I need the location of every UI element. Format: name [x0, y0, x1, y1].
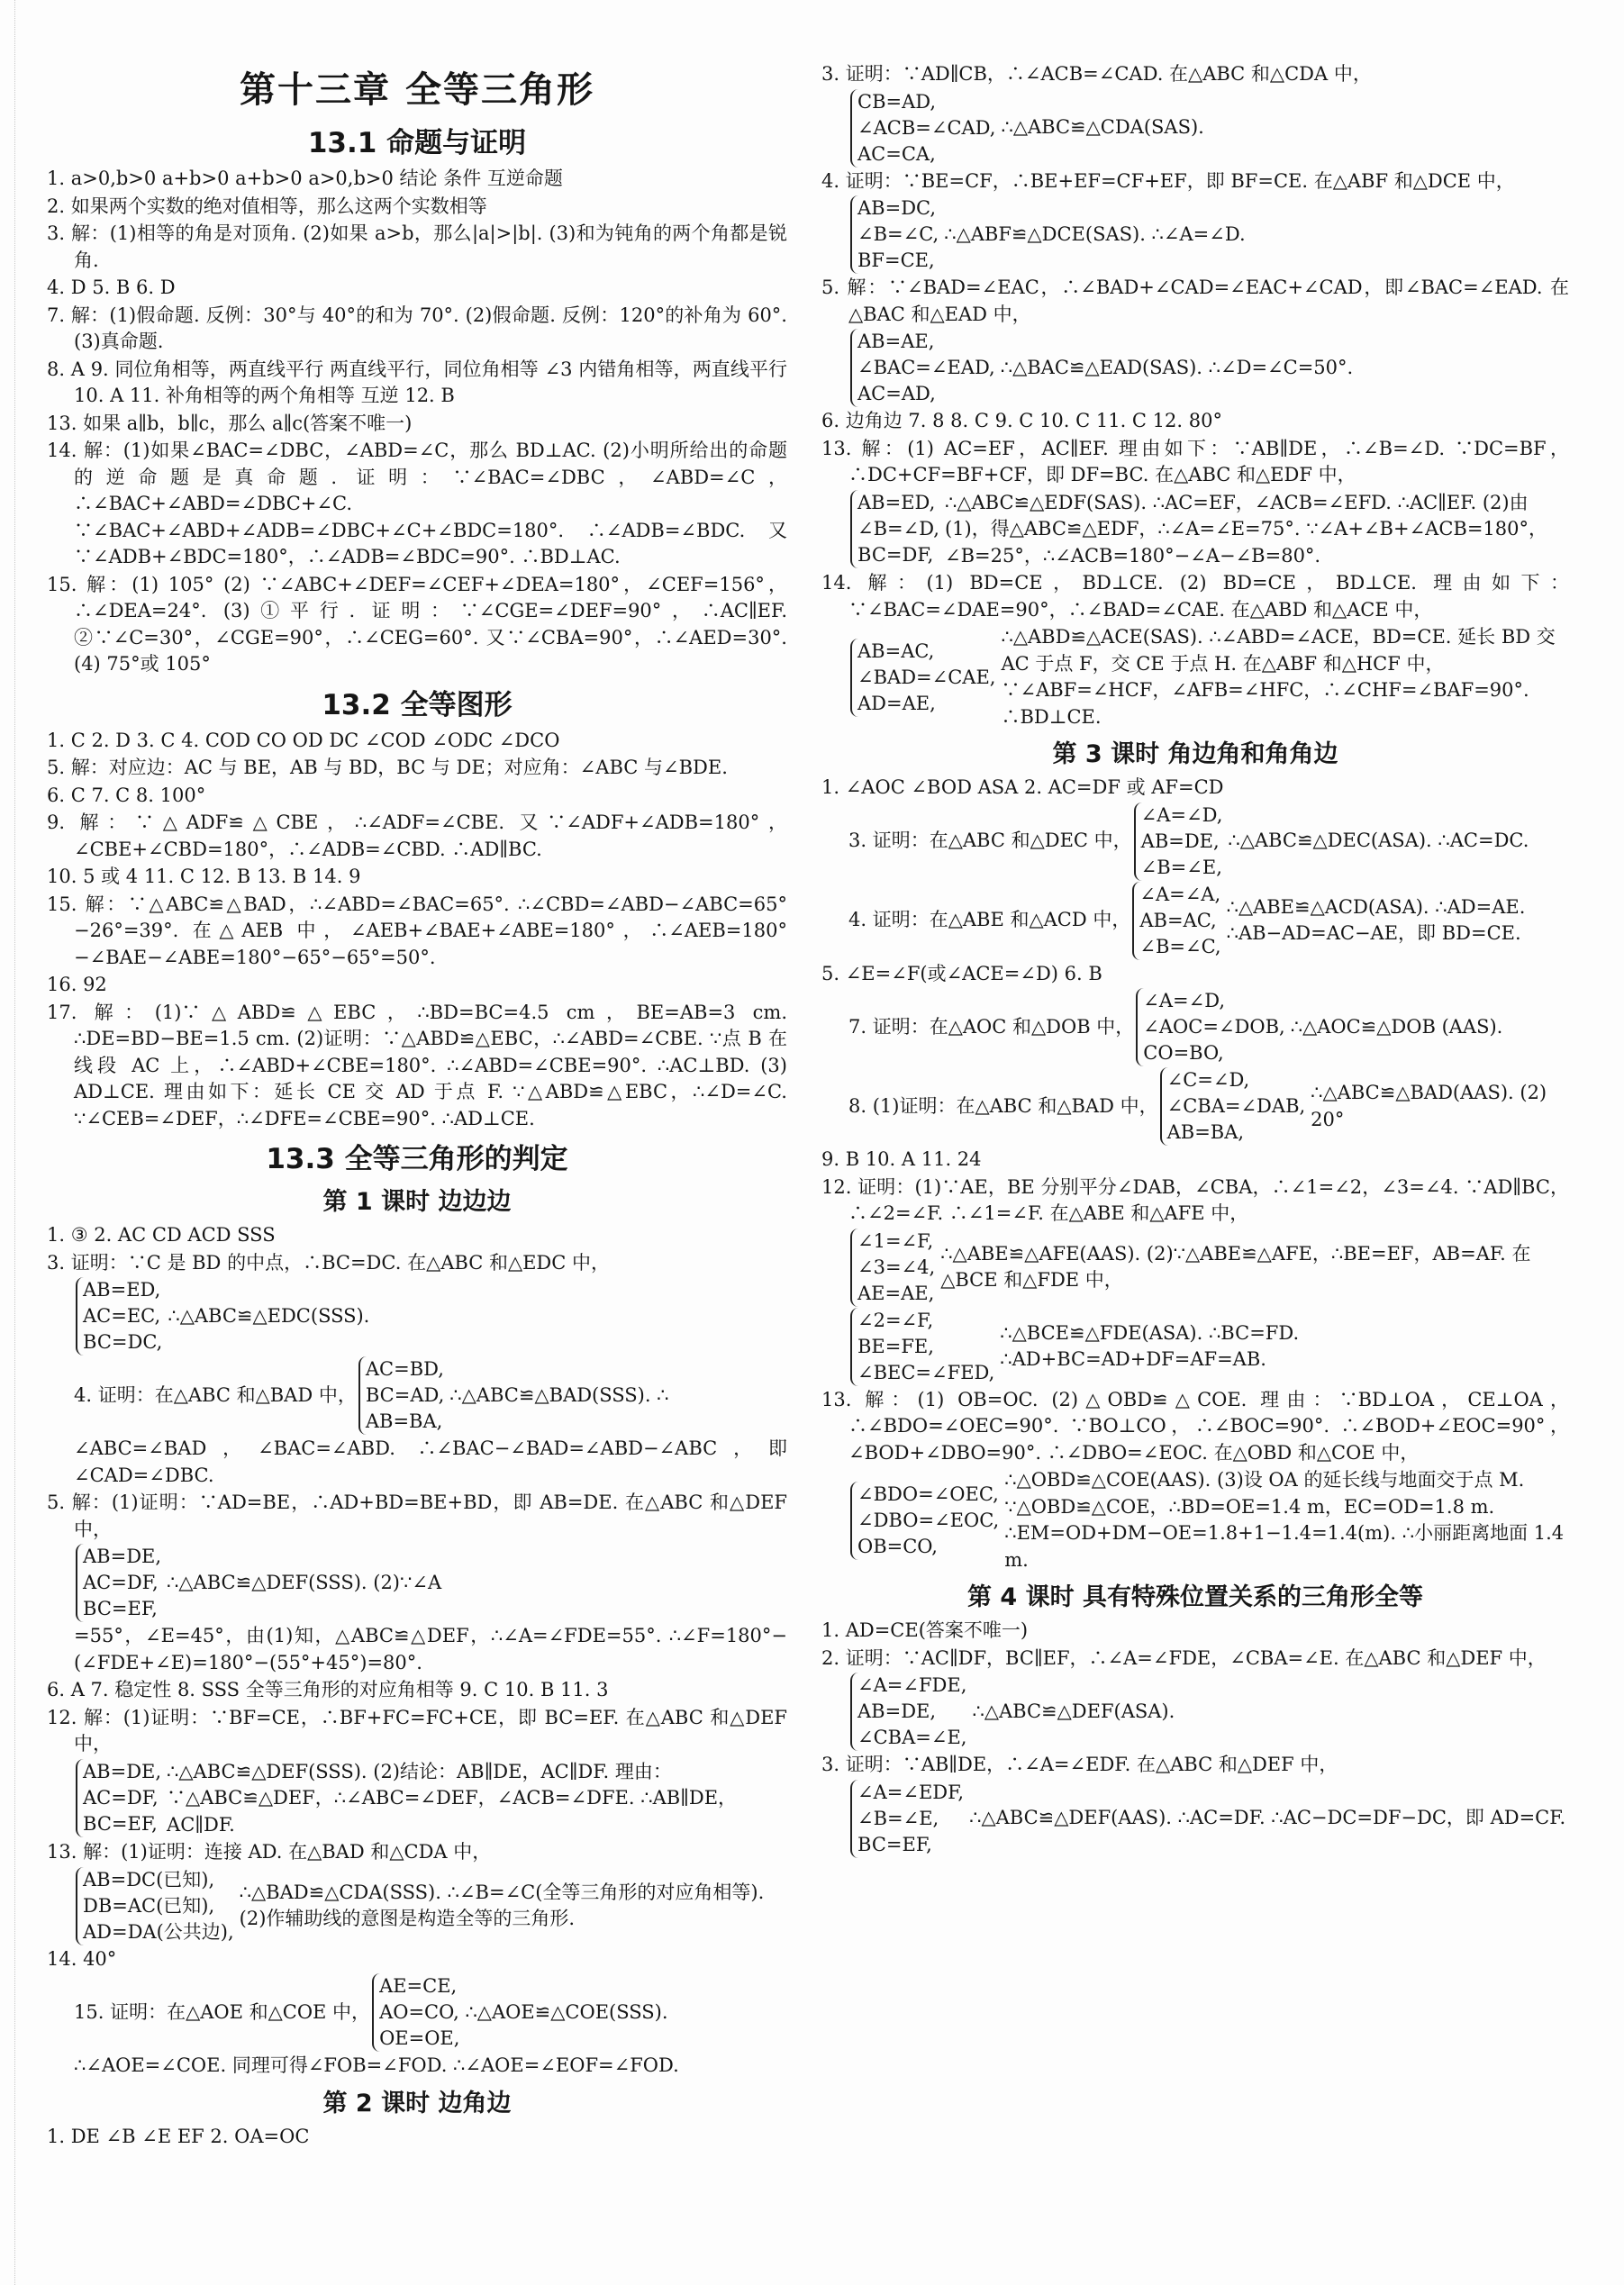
lesson-title-2: 第 2 课时 边角边	[322, 2089, 512, 2117]
brace-condition: ∠ACB=∠CAD,	[857, 116, 996, 139]
condition-brace	[850, 89, 995, 168]
answer-item: 12. 证明：(1)∵AE，BE 分别平分∠DAB，∠CBA，∴∠1=∠2，∠3=∠4. ∵AD∥BC，∴∠2=∠F. ∴∠1=∠F. 在△ABE 和△AFE 中，	[821, 1175, 1569, 1224]
answer-item: 15. 解：(1) 105° (2) ∵∠ABC+∠DEF=∠CEF+∠DEA=180°，∠CEF=156°，∴∠DEA=24°. (3)①平行. 证明：∵∠CGE=∠DEF=90°，∴AC∥EF. ②∵∠C=30°，∠CGE=90°，∴∠CEG=60°. 又∵∠CBA=90°，∴∠AED=30°. (4) 75°或 105°	[47, 573, 787, 675]
brace-system	[74, 1759, 787, 1839]
answer-item: 3. 证明：∵AB∥DE，∴∠A=∠EDF. 在△ABC 和△DEF 中，	[821, 1754, 1338, 1775]
brace-condition: AC=EC,	[83, 1305, 161, 1327]
condition-brace	[1132, 882, 1220, 960]
brace-conclusion: ∴△ABC≌△DEF(AAS). ∴AC=DF. ∴AC−DC=DF−DC，即 AD=CF.	[969, 1807, 1566, 1829]
brace-system	[74, 1973, 787, 2052]
brace-condition: OE=OE,	[379, 2027, 460, 2049]
answer-item: 14. 解：(1) BD=CE，BD⊥CE. (2) BD=CE，BD⊥CE. 理由如下：∵∠BAC=∠DAE=90°，∴∠BAD=∠CAE. 在△ABD 和△ACE 中，	[821, 572, 1569, 621]
brace-system	[848, 89, 1569, 168]
lesson-title-3: 第 3 课时 角边角和角角边	[1052, 740, 1338, 768]
brace-conclusion: ∴△ABF≌△DCE(SAS). ∴∠A=∠D.	[944, 222, 1246, 245]
answer-item: 15. 解：∵△ABC≌△BAD，∴∠ABD=∠BAC=65°. ∴∠CBD=∠ABD−∠ABC=65°−26°=39°. 在△AEB 中，∠AEB+∠BAE+∠ABE=180°，∴∠AEB=180°−∠BAE−∠ABE=180°−65°−65°=50°.	[47, 893, 787, 968]
brace-condition: ∠DBO=∠EOC,	[857, 1509, 1000, 1531]
answer-item: 9. B 10. A 11. 24	[821, 1148, 982, 1170]
brace-condition: ∠AOC=∠DOB,	[1143, 1016, 1285, 1038]
answer-item: 6. A 7. 稳定性 8. SSS 全等三角形的对应角相等 9. C 10. B 11. 3	[47, 1679, 609, 1700]
answer-item: 5. 解：对应边：AC 与 BE，AB 与 BD，BC 与 DE；对应角：∠ABC 与∠BDE.	[47, 757, 728, 778]
condition-brace	[850, 329, 995, 407]
brace-condition: ∠BDO=∠OEC,	[857, 1483, 999, 1505]
answer-item: 2. 证明：∵AC∥DF，BC∥EF，∴∠A=∠FDE，∠CBA=∠E. 在△ABC 和△DEF 中，	[821, 1646, 1547, 1669]
brace-condition: ∠3=∠4,	[857, 1256, 936, 1278]
answer-item: 2. 如果两个实数的绝对值相等，那么这两个实数相等	[47, 195, 487, 217]
condition-brace	[1136, 988, 1284, 1066]
brace-conclusion: ∴△BAD≌△CDA(SSS). ∴∠B=∠C(全等三角形的对应角相等). (2)作辅助线的意图是构造全等的三角形.	[239, 1881, 765, 1929]
brace-lead: 4. 证明：在△ABC 和△BAD 中，	[74, 1383, 357, 1406]
answer-item: 13. 解：(1) OB=OC. (2)△OBD≌△COE. 理由：∵BD⊥OA，CE⊥OA，∴∠BDO=∠OEC=90°. ∵BO⊥CO，∴∠BOC=90°. ∴∠BOD+∠EOC=90°，∠BOD+∠DBO=90°. ∴∠DBO=∠EOC. 在△OBD 和△COE 中，	[821, 1388, 1569, 1464]
brace-condition: AB=BA,	[365, 1410, 443, 1432]
brace-condition: ∠C=∠D,	[1166, 1069, 1250, 1091]
condition-brace	[850, 1308, 994, 1386]
brace-condition: AB=DE,	[857, 1700, 937, 1722]
brace-condition: AB=DC(已知),	[83, 1868, 215, 1891]
answer-item: 13. 如果 a∥b，b∥c，那么 a∥c(答案不唯一)	[47, 412, 413, 434]
brace-condition: ∠B=∠C,	[857, 223, 939, 245]
brace-system	[848, 1308, 1569, 1386]
brace-condition: AD=AE,	[857, 692, 936, 714]
brace-conclusion: ∴△ABD≌△ACE(SAS). ∴∠ABD=∠ACE，BD=CE. 延长 BD 交 AC 于点 F，交 CE 于点 H. 在△ABF 和△HCF 中，∵∠ABF=∠HCF，∠AFB=∠HFC，∴∠CHF=∠BAF=90°. ∴BD⊥CE.	[1001, 626, 1556, 728]
section-title-13-3: 13.3 全等三角形的判定	[266, 1143, 568, 1175]
brace-conclusion: ∴△ABE≌△AFE(AAS). (2)∵△ABE≌△AFE，∴BE=EF，AB=AF. 在△BCE 和△FDE 中，	[940, 1242, 1531, 1291]
brace-conclusion: ∴△ABE≌△ACD(ASA). ∴AD=AE. ∴AB−AD=AC−AE，即 BD=CE.	[1226, 895, 1526, 944]
brace-condition: CB=AD,	[857, 90, 937, 113]
brace-conclusion: ∴△ABC≌△BAD(AAS). (2) 20°	[1311, 1082, 1547, 1130]
brace-lead: 3. 证明：在△ABC 和△DEC 中，	[848, 830, 1132, 852]
brace-system	[848, 329, 1569, 407]
answer-continuation: ∴∠AOE=∠COE. 同理可得∠FOB=∠FOD. ∴∠AOE=∠EOF=∠FOD.	[74, 2054, 679, 2076]
brace-conclusion: ∴△ABC≌△BAD(SSS). ∴	[449, 1383, 669, 1406]
brace-conclusion: ∴△ABC≌△EDF(SAS). ∴AC=EF，∠ACB=∠EFD. ∴AC∥EF. (2)由(1)，得△ABC≌△EDF，∴∠A=∠E=75°. ∵∠A+∠B+∠ACB=180°，∠B=25°，∴∠ACB=180°−∠A−∠B=80°.	[944, 491, 1548, 567]
brace-condition: ∠B=∠E,	[857, 1807, 939, 1829]
section-title-13-2: 13.2 全等图形	[322, 688, 513, 721]
brace-condition: AE=CE,	[379, 1975, 458, 1997]
brace-conclusion: ∴△ABC≌△DEC(ASA). ∴AC=DC.	[1228, 830, 1529, 852]
brace-system	[848, 1467, 1569, 1573]
answer-item: 8. A 9. 同位角相等，两直线平行 两直线平行，同位角相等 ∠3 内错角相等，两直线平行 10. A 11. 补角相等的两个角相等 互逆 12. B	[47, 358, 787, 406]
answer-item: 6. 边角边 7. 8 8. C 9. C 10. C 11. C 12. 80°	[821, 410, 1222, 431]
brace-system	[848, 882, 1569, 960]
brace-condition: AB=ED,	[857, 492, 936, 514]
brace-condition: ∠A=∠D,	[1143, 990, 1226, 1011]
condition-brace	[76, 1544, 161, 1622]
answer-item: 9. 解：∵△ADF≌△CBE，∴∠ADF=∠CBE. 又∵∠ADF+∠ADB=180°，∠CBE+∠CBD=180°，∴∠ADB=∠CBD. ∴AD∥BC.	[47, 812, 787, 860]
brace-condition: OB=CO,	[857, 1535, 938, 1557]
brace-condition: AE=AE,	[857, 1282, 935, 1304]
brace-condition: CO=BO,	[1143, 1042, 1224, 1064]
answer-item: 3. 证明：∵AD∥CB，∴∠ACB=∠CAD. 在△ABC 和△CDA 中，	[821, 63, 1372, 85]
brace-condition: BC=EF,	[83, 1813, 158, 1836]
brace-condition: AC=DF,	[83, 1787, 159, 1809]
brace-condition: ∠A=∠EDF,	[857, 1781, 965, 1803]
answer-item: 5. ∠E=∠F(或∠ACE=∠D) 6. B	[821, 962, 1102, 984]
brace-system	[74, 1277, 787, 1356]
page-binding-edge	[0, 0, 15, 2285]
condition-brace	[76, 1759, 161, 1837]
answer-item: 12. 解：(1)证明：∵BF=CE，∴BF+FC=FC+CE，即 BC=EF. 在△ABC 和△DEF 中，	[47, 1706, 787, 1755]
answer-item: 1. DE ∠B ∠E EF 2. OA=OC	[47, 2125, 310, 2147]
brace-system	[848, 802, 1569, 881]
brace-condition: ∠BAC=∠EAD,	[857, 357, 995, 378]
answer-item: 4. D 5. B 6. D	[47, 277, 176, 298]
answer-continuation: ∠ABC=∠BAD，∠BAC=∠ABD. ∴∠BAC−∠BAD=∠ABD−∠ABC，即∠CAD=∠DBC.	[74, 1437, 787, 1486]
brace-condition: AC=CA,	[857, 142, 936, 165]
condition-brace	[850, 1229, 935, 1307]
brace-condition: ∠CBA=∠E,	[857, 1727, 967, 1748]
brace-condition: AB=BA,	[1166, 1121, 1245, 1143]
left-column	[47, 56, 787, 2151]
brace-lead: 4. 证明：在△ABE 和△ACD 中，	[848, 909, 1131, 931]
answer-item: 13. 解：(1)证明：连接 AD. 在△BAD 和△CDA 中，	[47, 1841, 492, 1863]
answer-item: 4. 证明：∵BE=CF，∴BE+EF=CF+EF，即 BF=CE. 在△ABF 和△DCE 中，	[821, 169, 1515, 192]
brace-system	[848, 490, 1569, 570]
brace-condition: AB=DC,	[857, 197, 937, 219]
brace-condition: ∠BEC=∠FED,	[857, 1361, 995, 1383]
answer-item: 1. ③ 2. AC CD ACD SSS	[47, 1224, 276, 1246]
condition-brace	[372, 1973, 459, 2052]
answer-item: 16. 92	[47, 974, 107, 995]
chapter-title: 第十三章 全等三角形	[240, 69, 594, 111]
brace-condition: AC=AD,	[857, 383, 936, 404]
brace-system	[848, 988, 1569, 1066]
brace-condition: ∠A=∠D,	[1140, 803, 1223, 826]
answer-item: 1. ∠AOC ∠BOD ASA 2. AC=DF 或 AF=CD	[821, 776, 1224, 798]
brace-conclusion: ∴△BCE≌△FDE(ASA). ∴BC=FD. ∴AD+BC=AD+DF=AF=AB.	[1000, 1321, 1300, 1370]
answer-item: 1. C 2. D 3. C 4. COD CO OD DC ∠COD ∠ODC ∠DCO	[47, 729, 560, 751]
brace-conclusion: ∴△BAC≌△EAD(SAS). ∴∠D=∠C=50°.	[1000, 356, 1354, 378]
brace-conclusion: ∴△ABC≌△EDC(SSS).	[168, 1304, 370, 1327]
condition-brace	[1134, 802, 1223, 881]
brace-system	[848, 1780, 1569, 1858]
condition-brace	[850, 1673, 966, 1751]
brace-conclusion: ∴△AOC≌△DOB (AAS).	[1290, 1015, 1503, 1038]
condition-brace	[358, 1356, 444, 1435]
answer-item: 5. 解：(1)证明：∵AD=BE，∴AD+BD=BE+BD，即 AB=DE. 在△ABC 和△DEF 中，	[47, 1492, 787, 1540]
brace-conclusion: ∴△ABC≌△DEF(ASA).	[972, 1700, 1175, 1722]
answer-item: 10. 5 或 4 11. C 12. B 13. B 14. 9	[47, 866, 361, 887]
brace-conclusion: ∴△ABC≌△DEF(SSS). (2)结论：AB∥DE，AC∥DF. 理由：∵△ABC≌△DEF，∴∠ABC=∠DEF，∠ACB=∠DFE. ∴AB∥DE，AC∥DF.	[167, 1760, 738, 1836]
brace-condition: AC=DF,	[83, 1572, 159, 1593]
brace-condition: AB=DE,	[1140, 830, 1220, 852]
brace-system	[848, 1673, 1569, 1751]
brace-condition: AB=ED,	[83, 1279, 161, 1301]
brace-system	[848, 1229, 1569, 1307]
answer-item: 13. 解：(1) AC=EF，AC∥EF. 理由如下：∵AB∥DE，∴∠B=∠D. ∵DC=BF，∴DC+CF=BF+CF，即 DF=BC. 在△ABC 和△EDF 中，	[821, 437, 1569, 485]
brace-condition: BC=DF,	[857, 544, 934, 567]
answer-item: 6. C 7. C 8. 100°	[47, 784, 206, 806]
brace-condition: ∠B=∠D,	[857, 518, 939, 540]
brace-system	[74, 1867, 787, 1945]
brace-condition: ∠1=∠F,	[857, 1229, 934, 1252]
brace-condition: ∠CBA=∠DAB,	[1166, 1095, 1306, 1117]
brace-condition: BE=FE,	[857, 1335, 934, 1357]
brace-system	[74, 1544, 787, 1622]
brace-lead: 8. (1)证明：在△ABC 和△BAD 中，	[848, 1094, 1158, 1117]
brace-condition: AO=CO,	[379, 2001, 459, 2023]
brace-condition: AD=DA(公共边),	[83, 1920, 234, 1943]
brace-lead: 7. 证明：在△AOC 和△DOB 中，	[848, 1015, 1135, 1038]
brace-condition: ∠B=∠E,	[1140, 856, 1222, 878]
brace-condition: AC=BD,	[365, 1358, 444, 1380]
lesson-title-1: 第 1 课时 边边边	[322, 1188, 512, 1216]
brace-conclusion: ∴△OBD≌△COE(AAS). (3)设 OA 的延长线与地面交于点 M. ∵△OBD≌△COE，∴BD=OE=1.4 m，EC=OD=1.8 m. ∴EM=OD+DM−OE=1.8+1−1.4=1.4(m). ∴小丽距离地面 1.4 m.	[1004, 1469, 1565, 1571]
condition-brace	[850, 1780, 964, 1858]
condition-brace	[850, 195, 939, 274]
condition-brace	[76, 1277, 162, 1356]
brace-condition: ∠B=∠C,	[1139, 935, 1221, 957]
answer-item: 14. 40°	[47, 1947, 117, 1970]
condition-brace	[1160, 1067, 1306, 1146]
right-column	[821, 61, 1569, 1859]
brace-condition: ∠A=∠A,	[1139, 883, 1221, 905]
brace-system	[74, 1356, 787, 1435]
answer-item: 14. 解：(1)如果∠BAC=∠DBC，∠ABD=∠C，那么 BD⊥AC. (2)小明所给出的命题的逆命题是真命题. 证明：∵∠BAC=∠DBC，∠ABD=∠C，∴∠BAC+∠ABD=∠DBC+∠C. ∵∠BAC+∠ABD+∠ADB=∠DBC+∠C+∠BDC=180°. ∴∠ADB=∠BDC. 又∵∠ADB+∠BDC=180°，∴∠ADB=∠BDC=90°. ∴BD⊥AC.	[47, 440, 787, 567]
section-title-13-1: 13.1 命题与证明	[307, 127, 527, 159]
answer-item: 3. 解：(1)相等的角是对顶角. (2)如果 a>b，那么|a|>|b|. (3)和为钝角的两个角都是锐角.	[47, 222, 787, 271]
brace-condition: AB=AE,	[857, 331, 935, 352]
brace-condition: AB=DE,	[83, 1761, 162, 1783]
brace-condition: BF=CE,	[857, 249, 935, 271]
answer-continuation: =55°，∠E=45°，由(1)知，△ABC≌△DEF，∴∠A=∠FDE=55°. ∴∠F=180°−(∠FDE+∠E)=180°−(55°+45°)=80°.	[74, 1625, 787, 1673]
condition-brace	[850, 639, 995, 717]
answer-item: 7. 解：(1)假命题. 反例：30°与 40°的和为 70°. (2)假命题. 反例：120°的补角为 60°. (3)真命题.	[47, 304, 787, 352]
brace-condition: ∠2=∠F,	[857, 1309, 934, 1331]
brace-system	[848, 624, 1569, 730]
brace-condition: AB=AC,	[857, 639, 935, 662]
condition-brace	[850, 1482, 999, 1560]
brace-condition: ∠BAD=∠CAE,	[857, 666, 996, 688]
brace-lead: 15. 证明：在△AOE 和△COE 中，	[74, 2000, 371, 2023]
answer-item: 5. 解：∵∠BAD=∠EAC，∴∠BAD+∠CAD=∠EAC+∠CAD，即∠BAC=∠EAD. 在△BAC 和△EAD 中，	[821, 277, 1569, 325]
brace-condition: AB=DE,	[83, 1546, 162, 1567]
answer-item: 1. AD=CE(答案不唯一)	[821, 1619, 1029, 1641]
brace-condition: DB=AC(已知),	[83, 1894, 215, 1917]
condition-brace	[850, 490, 939, 568]
brace-conclusion: ∴△AOE≌△COE(SSS).	[465, 2000, 668, 2023]
answer-item: 1. a>0,b>0 a+b>0 a+b>0 a>0,b>0 结论 条件 互逆命题	[47, 168, 563, 189]
brace-system	[848, 1067, 1569, 1146]
brace-conclusion: ∴△ABC≌△CDA(SAS).	[1001, 116, 1204, 139]
brace-condition: BC=EF,	[857, 1833, 932, 1855]
lesson-title-4: 第 4 课时 具有特殊位置关系的三角形全等	[967, 1583, 1423, 1611]
condition-brace	[76, 1867, 234, 1945]
brace-condition: BC=EF,	[83, 1598, 158, 1619]
brace-condition: BC=AD,	[365, 1384, 445, 1406]
brace-conclusion: ∴△ABC≌△DEF(SSS). (2)∵∠A	[167, 1571, 442, 1593]
answer-item: 17. 解：(1)∵△ABD≌△EBC，∴BD=BC=4.5 cm，BE=AB=3 cm. ∴DE=BD−BE=1.5 cm. (2)证明：∵△ABD≌△EBC，∴∠ABD=∠CBE. ∵点 B 在线段 AC 上，∴∠ABD+∠CBE=180°. ∴∠ABD=∠CBE=90°. ∴AC⊥BD. (3) AD⊥CE. 理由如下：延长 CE 交 AD 于点 F. ∵△ABD≌△EBC，∴∠D=∠C. ∵∠CEB=∠DEF，∴∠DFE=∠CBE=90°. ∴AD⊥CE.	[47, 1001, 787, 1129]
brace-condition: AB=AC,	[1139, 909, 1217, 931]
brace-system	[848, 195, 1569, 274]
brace-condition: ∠A=∠FDE,	[857, 1674, 967, 1696]
answer-item: 3. 证明：∵C 是 BD 的中点，∴BC=DC. 在△ABC 和△EDC 中，	[47, 1251, 611, 1274]
brace-condition: BC=DC,	[83, 1331, 163, 1353]
